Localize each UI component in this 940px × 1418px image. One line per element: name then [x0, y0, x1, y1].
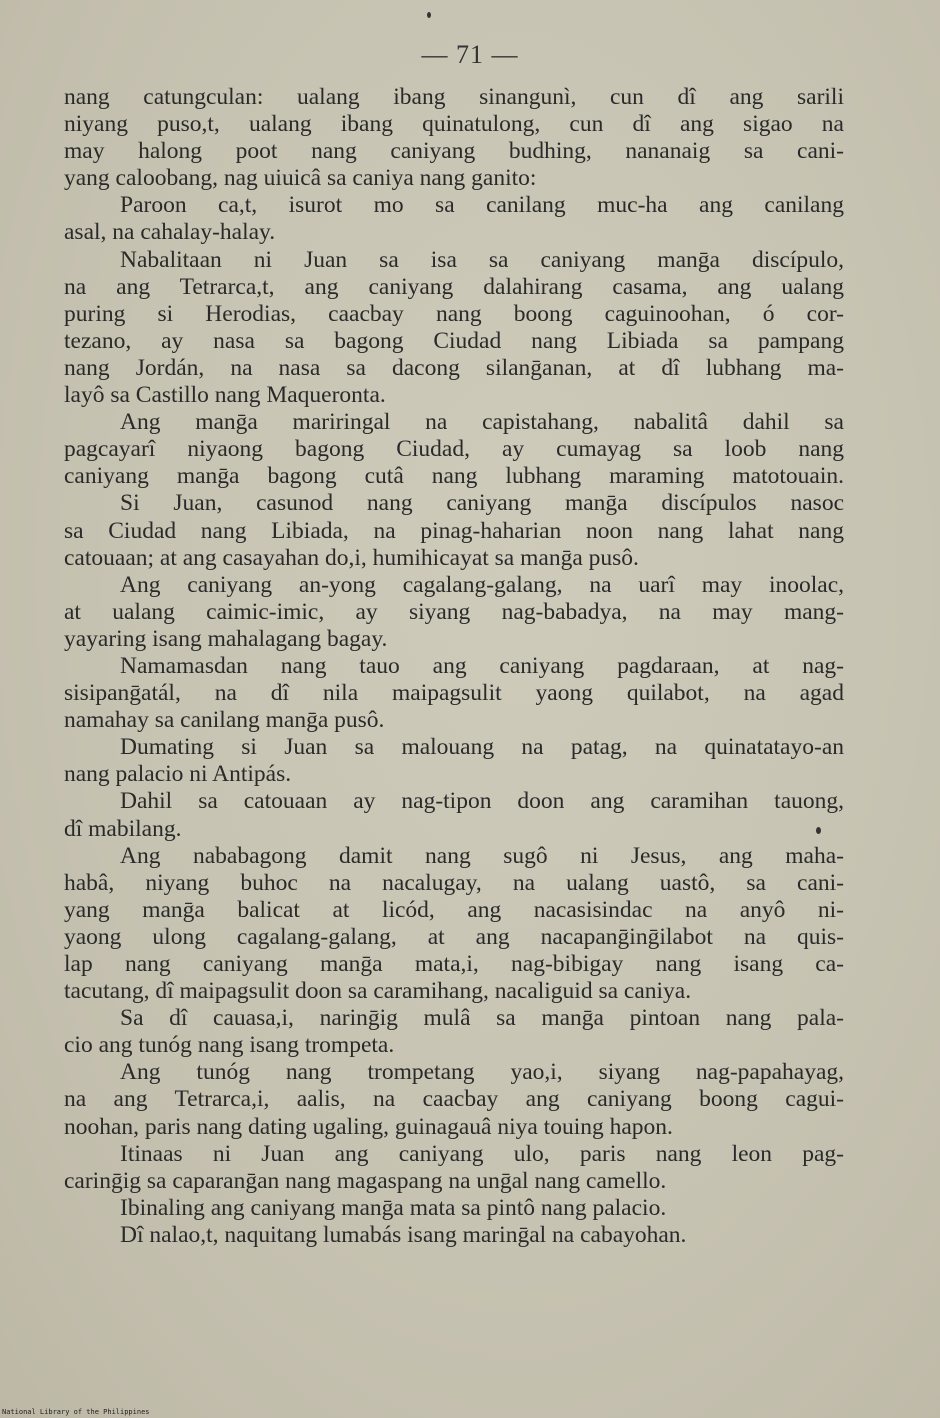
text-line: Dahil sa catouaan ay nag-tipon doon ang caramihan tauong,	[120, 788, 844, 815]
page-number: — 71 —	[421, 40, 519, 69]
text-line: Sa dî cauasa,i, narinḡig mulâ sa manḡa pintoan nang pala-	[120, 1005, 844, 1032]
library-credit: National Library of the Philippines	[2, 1408, 150, 1416]
text-line: Si Juan, casunod nang caniyang manḡa discípulos nasoc	[120, 490, 844, 517]
text-line: Ang tunóg nang trompetang yao,i, siyang nag-papahayag,	[120, 1059, 844, 1086]
text-line: Namamasdan nang tauo ang caniyang pagdaraan, at nag-	[120, 652, 844, 679]
text-line: yang manḡa balicat at licód, ang nacasisindac na anyô ni-	[64, 896, 844, 923]
text-line: sisipanḡatál, na dî nila maipagsulit yaong quilabot, na agad	[64, 680, 844, 707]
text-line: tacutang, dî maipagsulit doon sa caramihang, nacaliguid sa caniya.	[64, 978, 692, 1005]
text-line: na ang Tetrarca,t, ang caniyang dalahirang casama, ang ualang	[64, 273, 844, 300]
text-line: Dumating si Juan sa malouang na patag, na quinatatayo-an	[120, 734, 844, 761]
text-line: layô sa Castillo nang Maqueronta.	[64, 382, 386, 409]
text-line: niyang puso,t, ualang ibang quinatulong, cun dî ang sigao na	[64, 111, 844, 138]
text-line: pagcayarî niyaong bagong Ciudad, ay cumayag sa loob nang	[64, 436, 844, 463]
text-line: tezano, ay nasa sa bagong Ciudad nang Libiada sa pampang	[64, 327, 844, 354]
text-line: Nabalitaan ni Juan sa isa sa caniyang manḡa discípulo,	[120, 246, 844, 273]
text-line: Ang caniyang an-yong cagalang-galang, na uarî may inoolac,	[120, 571, 844, 598]
text-line: dî mabilang.	[64, 815, 182, 842]
text-line: sa Ciudad nang Libiada, na pinag-haharian noon nang lahat nang	[64, 517, 844, 544]
text-line: Dî nalao,t, naquitang lumabás isang marinḡal na cabayohan.	[120, 1221, 687, 1248]
text-line: Itinaas ni Juan ang caniyang ulo, paris nang leon pag-	[120, 1140, 844, 1167]
text-line: carinḡig sa caparanḡan nang magaspang na unḡal nang camello.	[64, 1167, 667, 1194]
text-line: yang caloobang, nag uiuicâ sa caniya nang ganito:	[64, 165, 537, 192]
text-line: yayaring isang mahalagang bagay.	[64, 625, 388, 652]
text-line: may halong poot nang caniyang budhing, nananaig sa cani-	[64, 138, 844, 165]
text-line: asal, na cahalay-halay.	[64, 219, 276, 246]
text-line: lap nang caniyang manḡa mata,i, nag-bibigay nang isang ca-	[64, 951, 844, 977]
text-line: puring si Herodias, caacbay nang boong caguinoohan, ó cor-	[64, 300, 844, 327]
ink-speck	[427, 12, 431, 18]
text-line: namahay sa canilang manḡa pusô.	[64, 707, 385, 734]
text-line: Ang manḡa mariringal na capistahang, nabalitâ dahil sa	[120, 409, 844, 436]
text-line: nang catungculan: ualang ibang sinangunì, cun dî ang sarili	[64, 84, 844, 110]
text-line: Ang nababagong damit nang sugô ni Jesus, ang maha-	[120, 842, 844, 869]
text-line: nang Jordán, na nasa sa dacong silanḡanan, at dî lubhang ma-	[64, 354, 844, 381]
text-line: yaong ulong cagalang-galang, at ang nacapanḡinḡilabot na quis-	[64, 923, 844, 950]
text-line: na ang Tetrarca,i, aalis, na caacbay ang caniyang boong cagui-	[64, 1086, 844, 1113]
text-line: nang palacio ni Antipás.	[64, 761, 292, 788]
body-text	[64, 84, 844, 1249]
text-line: at ualang caimic-imic, ay siyang nag-babadya, na may mang-	[64, 598, 844, 625]
text-line: cio ang tunóg nang isang trompeta.	[64, 1032, 395, 1059]
text-line: caniyang manḡa bagong cutâ nang lubhang maraming matotouain.	[64, 463, 844, 490]
text-line: noohan, paris nang dating ugaling, guinagauâ niya touing hapon.	[64, 1113, 673, 1140]
text-line: Paroon ca,t, isurot mo sa canilang muc-ha ang canilang	[120, 192, 844, 219]
text-line: Ibinaling ang caniyang manḡa mata sa pintô nang palacio.	[120, 1194, 667, 1221]
text-line: habâ, niyang buhoc na nacalugay, na ualang uastô, sa cani-	[64, 869, 844, 896]
ink-speck	[816, 827, 821, 834]
text-line: catouaan; at ang casayahan do,i, humihicayat sa manḡa pusô.	[64, 544, 639, 571]
